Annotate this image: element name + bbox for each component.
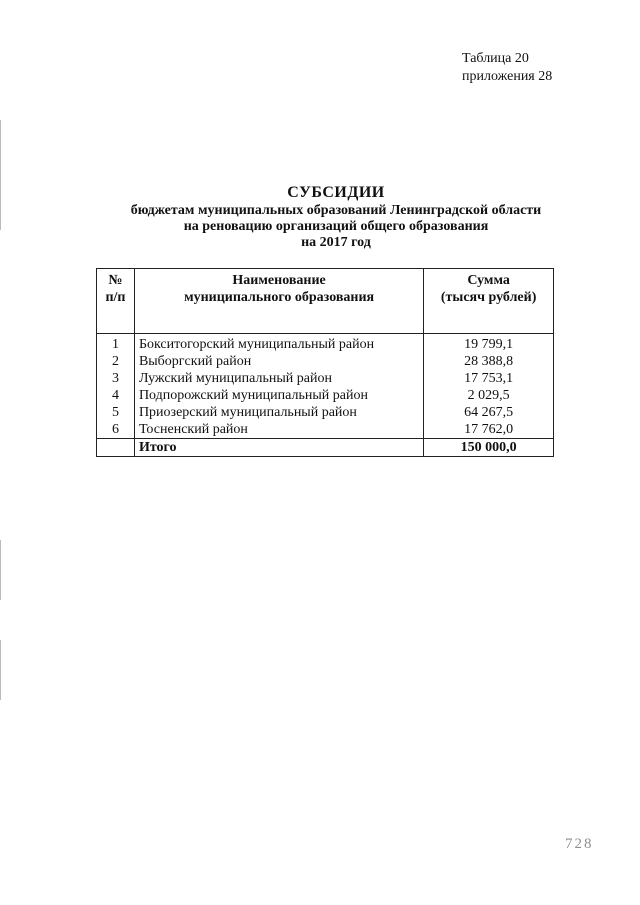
row-number: 2 xyxy=(97,353,135,370)
table-reference-note xyxy=(462,50,552,86)
subsidy-table xyxy=(96,268,554,457)
document-title xyxy=(0,183,640,251)
appendix-reference-line: приложения 28 xyxy=(462,69,553,84)
row-sum: 64 267,5 xyxy=(424,404,554,421)
header-sum-line-1: Сумма xyxy=(467,273,510,288)
row-municipality: Выборгский район xyxy=(134,353,423,370)
header-name-line-1: Наименование xyxy=(232,273,326,288)
row-municipality: Бокситогорский муниципальный район xyxy=(134,334,423,354)
total-label: Итого xyxy=(134,439,423,457)
table-row xyxy=(97,334,554,354)
table-reference-line: Таблица 20 xyxy=(462,51,529,66)
header-sum-line-2: (тысяч рублей) xyxy=(440,290,537,305)
table-row xyxy=(97,404,554,421)
total-sum: 150 000,0 xyxy=(424,439,554,457)
header-name xyxy=(134,269,423,334)
header-number-line-1: № xyxy=(108,273,123,288)
title-line-3: на 2017 год xyxy=(301,235,371,250)
row-municipality: Приозерский муниципальный район xyxy=(134,404,423,421)
header-number xyxy=(97,269,135,334)
header-name-line-2: муниципального образования xyxy=(184,290,375,305)
total-number-cell xyxy=(97,439,135,457)
row-sum: 19 799,1 xyxy=(424,334,554,354)
total-row xyxy=(97,439,554,457)
scan-edge-mark xyxy=(0,540,1,600)
table-row xyxy=(97,353,554,370)
row-municipality: Подпорожский муниципальный район xyxy=(134,387,423,404)
row-sum: 17 753,1 xyxy=(424,370,554,387)
page-number: 728 xyxy=(565,836,594,852)
row-sum: 28 388,8 xyxy=(424,353,554,370)
row-municipality: Лужский муниципальный район xyxy=(134,370,423,387)
row-sum: 2 029,5 xyxy=(424,387,554,404)
row-number: 1 xyxy=(97,334,135,354)
table-header-row xyxy=(97,269,554,334)
table-row xyxy=(97,370,554,387)
title-line-2: на реновацию организаций общего образования xyxy=(183,219,489,234)
row-sum: 17 762,0 xyxy=(424,421,554,439)
title-line-1: бюджетам муниципальных образований Ленинградской области xyxy=(130,203,542,218)
row-number: 6 xyxy=(97,421,135,439)
row-number: 4 xyxy=(97,387,135,404)
header-number-line-2: п/п xyxy=(105,290,126,305)
title-main: СУБСИДИИ xyxy=(287,184,385,201)
scan-edge-mark xyxy=(0,640,1,700)
table-row xyxy=(97,387,554,404)
row-number: 5 xyxy=(97,404,135,421)
row-municipality: Тосненский район xyxy=(134,421,423,439)
table-row xyxy=(97,421,554,439)
header-sum xyxy=(424,269,554,334)
row-number: 3 xyxy=(97,370,135,387)
